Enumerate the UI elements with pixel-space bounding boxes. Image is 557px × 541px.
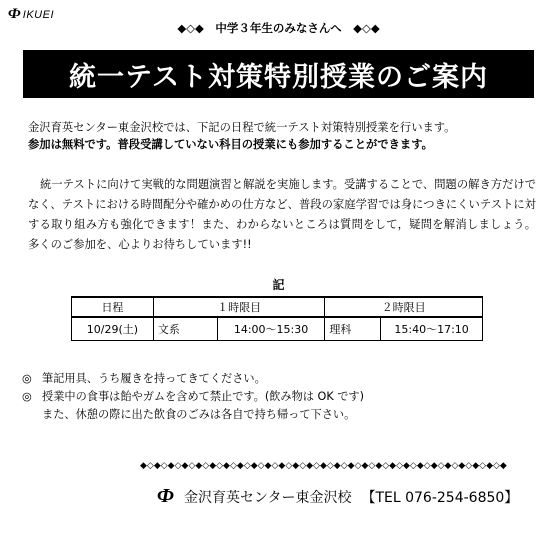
- cell-subject1: 文系: [153, 317, 217, 341]
- logo-text: IKUEI: [22, 8, 54, 21]
- notes: [22, 370, 364, 424]
- note-continuation: また、休憩の際に出た飲食のごみは各自で持ち帰って下さい。: [42, 408, 356, 421]
- intro: [28, 119, 538, 153]
- intro-line: 金沢育英センター東金沢校では、下記の日程で統一テスト対策特別授業を行います。: [28, 121, 456, 134]
- phone-number: 【TEL 076-254-6850】: [361, 489, 519, 506]
- page-title: 統一テスト対策特別授業のご案内: [69, 61, 488, 93]
- diamond-divider: ◆◇◆◇◆◇◆◇◆◇◆◇◆◇◆◇◆◇◆◇◆◇◆◇◆◇◆◇◆◇◆◇◆◇◆◇◆◇◆◇◆◇◆◇◆◇◆◇◆◇◆◇◆: [140, 461, 507, 471]
- cell-time1: 14:00～15:30: [217, 317, 325, 341]
- header-period1: １時限目: [153, 297, 325, 317]
- header-period2: ２時限目: [325, 297, 483, 317]
- ikuei-logo-icon: Ф: [157, 485, 175, 507]
- cell-subject2: 理科: [325, 317, 381, 341]
- free-notice: 参加は無料です。普段受講していない科目の授業にも参加することができます。: [28, 138, 433, 151]
- ikuei-logo-icon: Ф: [8, 6, 21, 22]
- header-date: 日程: [72, 297, 154, 317]
- cell-date: 10/29(土): [72, 317, 154, 341]
- school-name: 金沢育英センター東金沢校: [184, 489, 352, 506]
- note-text: 筆記用具、うち履きを持ってきてください。: [42, 372, 266, 385]
- table-row: [72, 317, 483, 341]
- bullet-icon: ◎: [22, 372, 32, 385]
- note-item: [22, 388, 364, 406]
- title-banner: [23, 50, 534, 98]
- schedule-table: [71, 296, 483, 341]
- table-header-row: [72, 297, 483, 317]
- ki-heading: 記: [272, 278, 285, 292]
- bullet-icon: ◎: [22, 390, 32, 403]
- body-paragraph: 統一テストに向けて実戦的な問題演習と解説を実施します。受講することで、問題の解き方だけでなく、テストにおける時間配分や確かめの仕方など、普段の家庭学習では身につきにくいテストに対する取り組み方も強化できます！また、わからないところは質問をして，疑問を解消しましょう。多くのご参加を、心よりお待ちしています!!: [28, 178, 536, 251]
- cell-time2: 15:40～17:10: [381, 317, 483, 341]
- note-item: [22, 370, 364, 388]
- note-text: 授業中の食事は飴やガムを含めて禁止です。(飲み物は OK です): [42, 390, 364, 403]
- audience-subtitle: ◆◇◆ 中学３年生のみなさんへ ◆◇◆: [177, 21, 380, 35]
- footer: [157, 485, 518, 508]
